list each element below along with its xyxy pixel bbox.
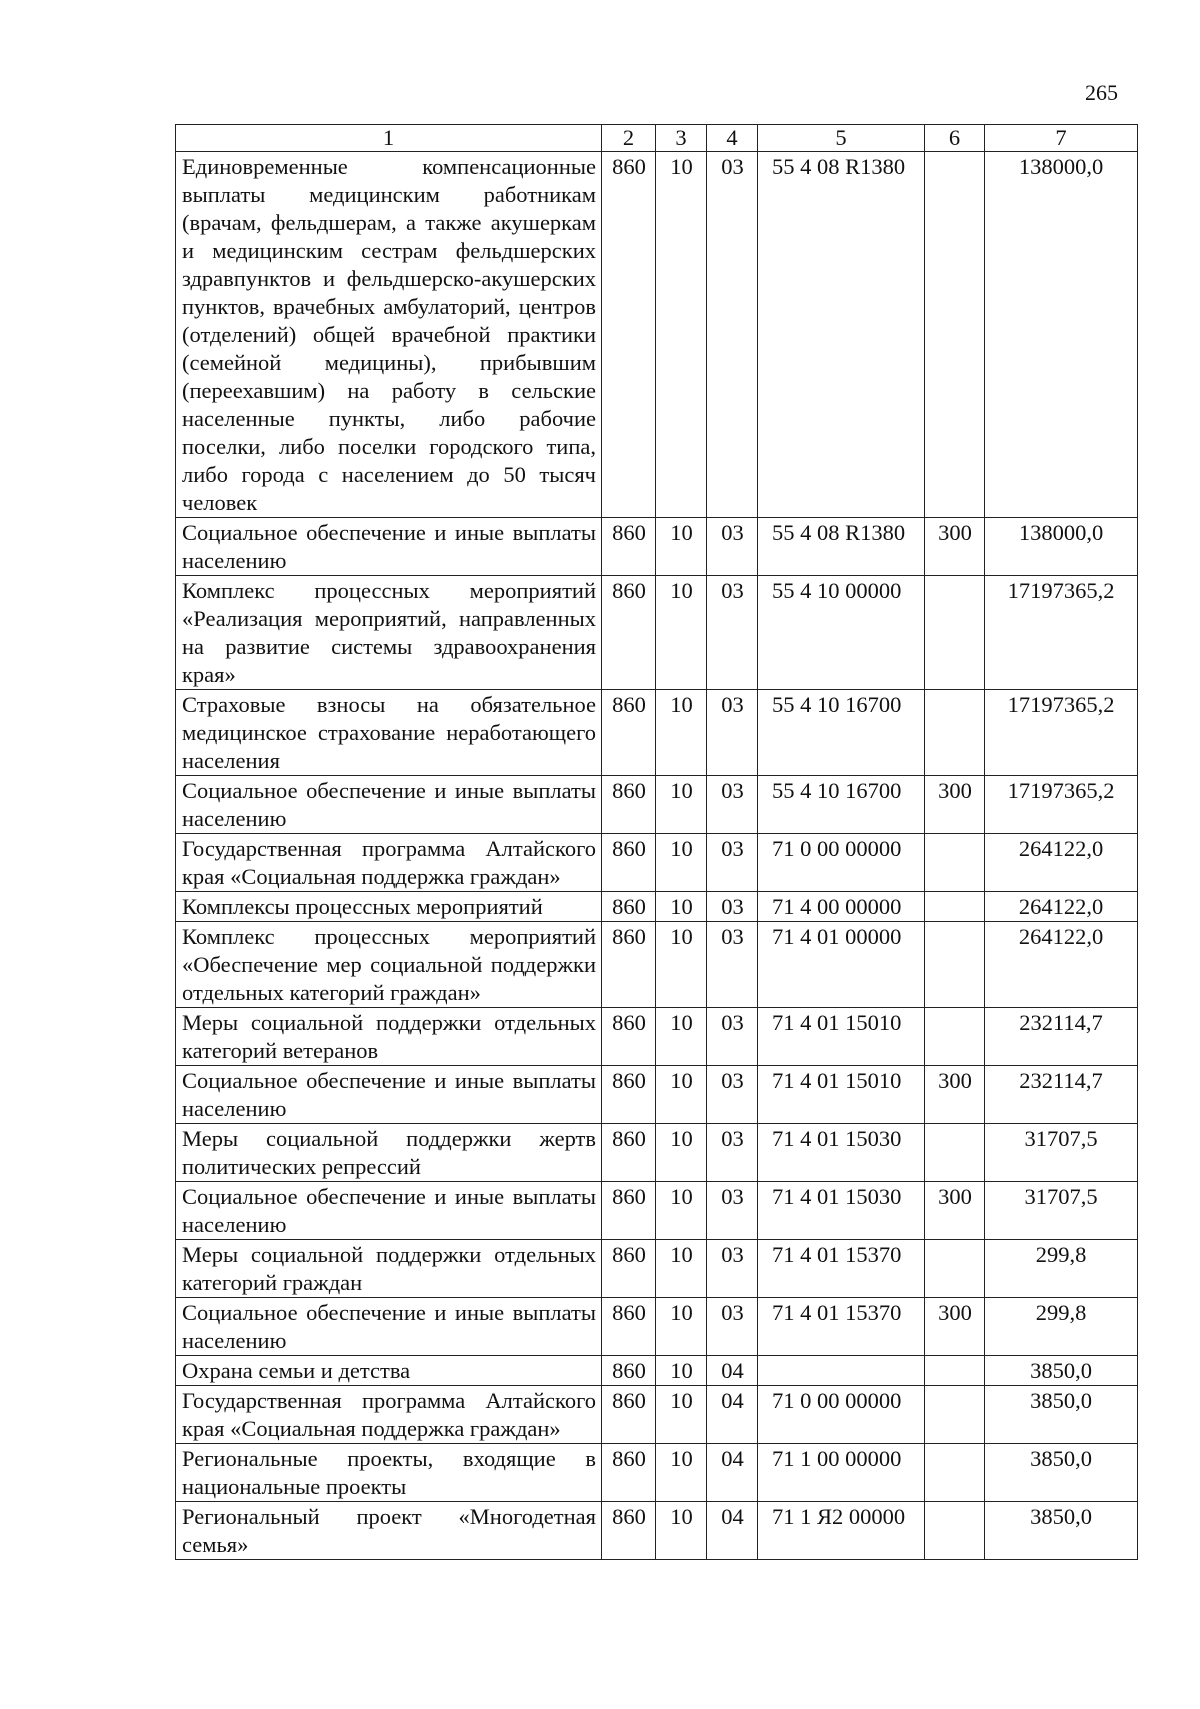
department-code-cell: 860 (602, 576, 656, 690)
budget-table (175, 124, 1138, 1560)
target-article-code-cell: 71 4 01 15370 (758, 1240, 925, 1298)
target-article-code-cell: 71 4 01 00000 (758, 922, 925, 1008)
department-code-cell: 860 (602, 776, 656, 834)
department-code-cell: 860 (602, 152, 656, 518)
section-code-cell: 10 (656, 1008, 707, 1066)
target-article-code-cell: 55 4 08 R1380 (758, 518, 925, 576)
section-code-cell: 10 (656, 922, 707, 1008)
table-row (176, 1298, 1138, 1356)
expense-type-code-cell (925, 1240, 985, 1298)
col-header-2: 2 (602, 125, 656, 152)
table-row (176, 576, 1138, 690)
item-name-cell: Меры социальной поддержки жертв политических репрессий (176, 1124, 602, 1182)
table-row (176, 152, 1138, 518)
department-code-cell: 860 (602, 1356, 656, 1386)
department-code-cell: 860 (602, 1066, 656, 1124)
expense-type-code-cell (925, 1356, 985, 1386)
expense-type-code-cell (925, 1444, 985, 1502)
item-name-cell: Единовременные компенсационные выплаты медицинским работникам (врачам, фельдшерам, а также акушеркам и медицинским сестрам фельдшерских здравпунктов и фельдшерско-акушерских пунктов, врачебных амбулаторий, центров (отделений) общей врачебной практики (семейной медицины), прибывшим (переехавшим) на работу в сельские населенные пункты, либо рабочие поселки, либо поселки городского типа, либо города с населением до 50 тысяч человек (176, 152, 602, 518)
section-code-cell: 10 (656, 1182, 707, 1240)
col-header-1: 1 (176, 125, 602, 152)
section-code-cell: 10 (656, 776, 707, 834)
amount-cell: 17197365,2 (985, 776, 1138, 834)
table-row (176, 1386, 1138, 1444)
item-name-cell: Социальное обеспечение и иные выплаты населению (176, 1182, 602, 1240)
amount-cell: 264122,0 (985, 892, 1138, 922)
target-article-code-cell: 71 4 00 00000 (758, 892, 925, 922)
amount-cell: 299,8 (985, 1240, 1138, 1298)
col-header-7: 7 (985, 125, 1138, 152)
expense-type-code-cell (925, 152, 985, 518)
item-name-cell: Социальное обеспечение и иные выплаты населению (176, 776, 602, 834)
expense-type-code-cell (925, 1386, 985, 1444)
subsection-code-cell: 03 (707, 834, 758, 892)
expense-type-code-cell (925, 690, 985, 776)
amount-cell: 299,8 (985, 1298, 1138, 1356)
target-article-code-cell: 71 1 Я2 00000 (758, 1502, 925, 1560)
amount-cell: 232114,7 (985, 1008, 1138, 1066)
department-code-cell: 860 (602, 1386, 656, 1444)
table-row (176, 1066, 1138, 1124)
target-article-code-cell: 55 4 10 16700 (758, 776, 925, 834)
subsection-code-cell: 03 (707, 1124, 758, 1182)
subsection-code-cell: 03 (707, 576, 758, 690)
section-code-cell: 10 (656, 576, 707, 690)
table-row (176, 1124, 1138, 1182)
expense-type-code-cell (925, 576, 985, 690)
section-code-cell: 10 (656, 1298, 707, 1356)
target-article-code-cell: 71 0 00 00000 (758, 1386, 925, 1444)
amount-cell: 17197365,2 (985, 576, 1138, 690)
subsection-code-cell: 04 (707, 1444, 758, 1502)
section-code-cell: 10 (656, 1240, 707, 1298)
subsection-code-cell: 03 (707, 892, 758, 922)
target-article-code-cell: 71 4 01 15370 (758, 1298, 925, 1356)
department-code-cell: 860 (602, 518, 656, 576)
section-code-cell: 10 (656, 892, 707, 922)
subsection-code-cell: 03 (707, 922, 758, 1008)
amount-cell: 138000,0 (985, 152, 1138, 518)
item-name-cell: Региональный проект «Многодетная семья» (176, 1502, 602, 1560)
table-header (176, 125, 1138, 152)
subsection-code-cell: 03 (707, 518, 758, 576)
department-code-cell: 860 (602, 1182, 656, 1240)
item-name-cell: Государственная программа Алтайского края «Социальная поддержка граждан» (176, 834, 602, 892)
col-header-6: 6 (925, 125, 985, 152)
department-code-cell: 860 (602, 834, 656, 892)
table-row (176, 776, 1138, 834)
subsection-code-cell: 03 (707, 152, 758, 518)
target-article-code-cell: 71 4 01 15010 (758, 1066, 925, 1124)
item-name-cell: Охрана семьи и детства (176, 1356, 602, 1386)
target-article-code-cell: 71 4 01 15030 (758, 1182, 925, 1240)
subsection-code-cell: 03 (707, 1182, 758, 1240)
department-code-cell: 860 (602, 690, 656, 776)
department-code-cell: 860 (602, 1502, 656, 1560)
item-name-cell: Комплексы процессных мероприятий (176, 892, 602, 922)
expense-type-code-cell: 300 (925, 776, 985, 834)
item-name-cell: Страховые взносы на обязательное медицинское страхование неработающего населения (176, 690, 602, 776)
section-code-cell: 10 (656, 1124, 707, 1182)
amount-cell: 138000,0 (985, 518, 1138, 576)
subsection-code-cell: 03 (707, 1008, 758, 1066)
item-name-cell: Государственная программа Алтайского края «Социальная поддержка граждан» (176, 1386, 602, 1444)
expense-type-code-cell (925, 834, 985, 892)
table-row (176, 1182, 1138, 1240)
amount-cell: 264122,0 (985, 922, 1138, 1008)
subsection-code-cell: 03 (707, 1298, 758, 1356)
subsection-code-cell: 04 (707, 1386, 758, 1444)
section-code-cell: 10 (656, 518, 707, 576)
expense-type-code-cell (925, 1502, 985, 1560)
target-article-code-cell: 71 1 00 00000 (758, 1444, 925, 1502)
section-code-cell: 10 (656, 1444, 707, 1502)
table-row (176, 922, 1138, 1008)
expense-type-code-cell (925, 922, 985, 1008)
subsection-code-cell: 03 (707, 776, 758, 834)
target-article-code-cell: 55 4 10 00000 (758, 576, 925, 690)
expense-type-code-cell: 300 (925, 1182, 985, 1240)
col-header-4: 4 (707, 125, 758, 152)
table-row (176, 690, 1138, 776)
page-number: 265 (1085, 80, 1118, 105)
item-name-cell: Комплекс процессных мероприятий «Обеспечение мер социальной поддержки отдельных категорий граждан» (176, 922, 602, 1008)
table-row (176, 1502, 1138, 1560)
table-row (176, 1444, 1138, 1502)
department-code-cell: 860 (602, 922, 656, 1008)
item-name-cell: Социальное обеспечение и иные выплаты населению (176, 518, 602, 576)
target-article-code-cell: 71 4 01 15010 (758, 1008, 925, 1066)
expense-type-code-cell: 300 (925, 1066, 985, 1124)
item-name-cell: Социальное обеспечение и иные выплаты населению (176, 1298, 602, 1356)
expense-type-code-cell: 300 (925, 1298, 985, 1356)
item-name-cell: Меры социальной поддержки отдельных категорий ветеранов (176, 1008, 602, 1066)
amount-cell: 17197365,2 (985, 690, 1138, 776)
amount-cell: 31707,5 (985, 1182, 1138, 1240)
target-article-code-cell (758, 1356, 925, 1386)
expense-type-code-cell (925, 892, 985, 922)
amount-cell: 31707,5 (985, 1124, 1138, 1182)
amount-cell: 3850,0 (985, 1502, 1138, 1560)
expense-type-code-cell: 300 (925, 518, 985, 576)
expense-type-code-cell (925, 1008, 985, 1066)
department-code-cell: 860 (602, 1444, 656, 1502)
target-article-code-cell: 55 4 10 16700 (758, 690, 925, 776)
table-row (176, 1008, 1138, 1066)
section-code-cell: 10 (656, 834, 707, 892)
table-row (176, 1240, 1138, 1298)
amount-cell: 232114,7 (985, 1066, 1138, 1124)
col-header-5: 5 (758, 125, 925, 152)
item-name-cell: Социальное обеспечение и иные выплаты населению (176, 1066, 602, 1124)
amount-cell: 3850,0 (985, 1356, 1138, 1386)
item-name-cell: Меры социальной поддержки отдельных категорий граждан (176, 1240, 602, 1298)
subsection-code-cell: 03 (707, 690, 758, 776)
target-article-code-cell: 55 4 08 R1380 (758, 152, 925, 518)
section-code-cell: 10 (656, 1502, 707, 1560)
subsection-code-cell: 04 (707, 1356, 758, 1386)
item-name-cell: Комплекс процессных мероприятий «Реализация мероприятий, направленных на развитие системы здравоохранения края» (176, 576, 602, 690)
table-row (176, 1356, 1138, 1386)
section-code-cell: 10 (656, 1356, 707, 1386)
table-row (176, 518, 1138, 576)
section-code-cell: 10 (656, 1386, 707, 1444)
department-code-cell: 860 (602, 1124, 656, 1182)
col-header-3: 3 (656, 125, 707, 152)
table-row (176, 834, 1138, 892)
item-name-cell: Региональные проекты, входящие в национальные проекты (176, 1444, 602, 1502)
department-code-cell: 860 (602, 892, 656, 922)
department-code-cell: 860 (602, 1008, 656, 1066)
section-code-cell: 10 (656, 690, 707, 776)
amount-cell: 264122,0 (985, 834, 1138, 892)
department-code-cell: 860 (602, 1298, 656, 1356)
section-code-cell: 10 (656, 152, 707, 518)
table-row (176, 892, 1138, 922)
amount-cell: 3850,0 (985, 1386, 1138, 1444)
target-article-code-cell: 71 0 00 00000 (758, 834, 925, 892)
department-code-cell: 860 (602, 1240, 656, 1298)
section-code-cell: 10 (656, 1066, 707, 1124)
subsection-code-cell: 03 (707, 1066, 758, 1124)
subsection-code-cell: 04 (707, 1502, 758, 1560)
expense-type-code-cell (925, 1124, 985, 1182)
amount-cell: 3850,0 (985, 1444, 1138, 1502)
target-article-code-cell: 71 4 01 15030 (758, 1124, 925, 1182)
subsection-code-cell: 03 (707, 1240, 758, 1298)
table-header-row (176, 125, 1138, 152)
table-body (176, 152, 1138, 1560)
